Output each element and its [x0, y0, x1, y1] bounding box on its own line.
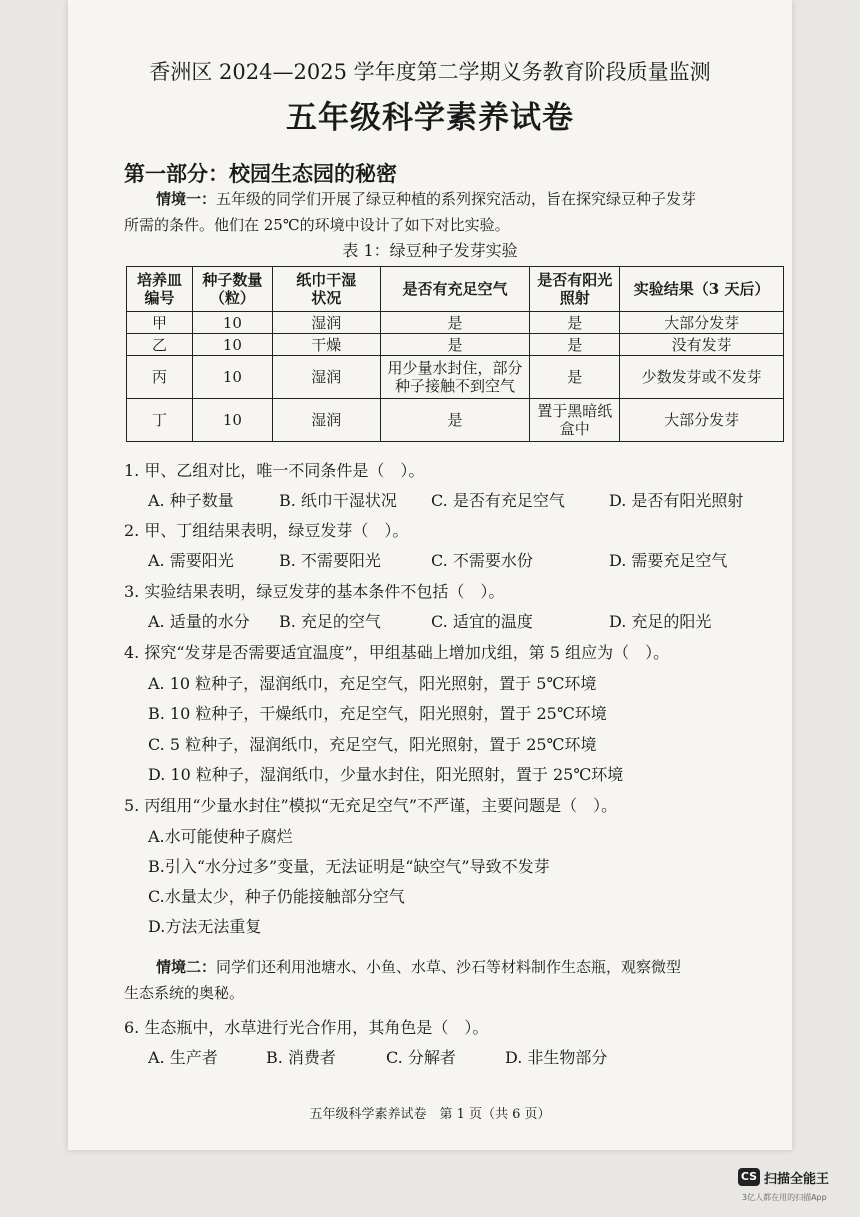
cell-seeds: 10 — [192, 312, 272, 334]
cell-towel: 湿润 — [272, 399, 380, 442]
table-row — [127, 356, 784, 399]
table-row — [127, 334, 784, 356]
question-2-stem: 2. 甲、丁组结果表明，绿豆发芽（ ）。 — [124, 521, 409, 540]
exam-title: 五年级科学素养试卷 — [286, 100, 574, 136]
question-2-option-a[interactable]: A. 需要阳光 — [148, 551, 234, 570]
question-6-option-d[interactable]: D. 非生物部分 — [505, 1048, 608, 1067]
cell-result: 没有发芽 — [620, 334, 784, 356]
question-1-option-b[interactable]: B. 纸巾干湿状况 — [279, 491, 397, 510]
cell-sun: 是 — [530, 356, 620, 399]
cell-dish: 丁 — [127, 399, 193, 442]
question-1-option-d[interactable]: D. 是否有阳光照射 — [609, 491, 744, 510]
camscanner-logo-icon: CS — [738, 1168, 760, 1186]
cell-air: 是 — [380, 334, 530, 356]
table-row — [127, 399, 784, 442]
question-2-option-b[interactable]: B. 不需要阳光 — [279, 551, 381, 570]
cell-towel: 干燥 — [272, 334, 380, 356]
scenario2-line2: 生态系统的奥秘。 — [124, 984, 245, 1002]
th-seeds: 种子数量 （粒） — [192, 267, 272, 312]
scenario2-label: 情境二： — [156, 958, 217, 976]
question-4-option-a[interactable]: A. 10 粒种子，湿润纸巾，充足空气，阳光照射，置于 5℃环境 — [148, 674, 597, 693]
scenario2-intro — [124, 954, 760, 1006]
question-4-option-b[interactable]: B. 10 粒种子，干燥纸巾，充足空气，阳光照射，置于 25℃环境 — [148, 704, 607, 723]
cell-towel: 湿润 — [272, 356, 380, 399]
th-result: 实验结果（3 天后） — [620, 267, 784, 312]
page-footer: 五年级科学素养试卷 第 1 页（共 6 页） — [309, 1107, 551, 1122]
exam-header-line1: 香洲区 2024—2025 学年度第二学期义务教育阶段质量监测 — [149, 60, 711, 84]
question-3-option-a[interactable]: A. 适量的水分 — [148, 612, 250, 631]
cell-dish: 丙 — [127, 356, 193, 399]
question-6-option-c[interactable]: C. 分解者 — [386, 1048, 456, 1067]
cell-seeds: 10 — [192, 399, 272, 442]
question-5-option-a[interactable]: A.水可能使种子腐烂 — [148, 827, 293, 846]
cell-sun: 置于黑暗纸 盒中 — [530, 399, 620, 442]
cell-result: 大部分发芽 — [620, 399, 784, 442]
th-air: 是否有充足空气 — [380, 267, 530, 312]
question-4-stem: 4. 探究“发芽是否需要适宜温度”，甲组基础上增加戊组，第 5 组应为（ ）。 — [124, 643, 670, 662]
question-3-stem: 3. 实验结果表明，绿豆发芽的基本条件不包括（ ）。 — [124, 582, 505, 601]
cell-air: 是 — [380, 399, 530, 442]
question-1-option-a[interactable]: A. 种子数量 — [148, 491, 234, 510]
germination-table — [126, 266, 784, 442]
question-4-option-d[interactable]: D. 10 粒种子，湿润纸巾，少量水封住，阳光照射，置于 25℃环境 — [148, 765, 624, 784]
cell-sun: 是 — [530, 312, 620, 334]
table-header-row — [127, 267, 784, 312]
watermark-tagline: 3亿人都在用的扫描App — [742, 1193, 827, 1202]
question-2-option-c[interactable]: C. 不需要水份 — [431, 551, 533, 570]
th-sun: 是否有阳光 照射 — [530, 267, 620, 312]
question-3-option-c[interactable]: C. 适宜的温度 — [431, 612, 533, 631]
question-5-stem: 5. 丙组用“少量水封住”模拟“无充足空气”不严谨，主要问题是（ ）。 — [124, 796, 618, 815]
cell-result: 少数发芽或不发芽 — [620, 356, 784, 399]
question-2-option-d[interactable]: D. 需要充足空气 — [609, 551, 728, 570]
scenario1-line2: 所需的条件。他们在 25℃的环境中设计了如下对比实验。 — [124, 216, 510, 234]
question-5-option-b[interactable]: B.引入“水分过多”变量，无法证明是“缺空气”导致不发芽 — [148, 857, 550, 876]
scenario1-line1: 五年级的同学们开展了绿豆种植的系列探究活动，旨在探究绿豆种子发芽 — [216, 190, 697, 208]
table-caption: 表 1：绿豆种子发芽实验 — [342, 241, 518, 260]
cell-result: 大部分发芽 — [620, 312, 784, 334]
cell-dish: 乙 — [127, 334, 193, 356]
th-towel: 纸巾干湿 状况 — [272, 267, 380, 312]
cell-towel: 湿润 — [272, 312, 380, 334]
scenario1-label: 情境一： — [156, 190, 217, 208]
table-row — [127, 312, 784, 334]
cell-air: 用少量水封住，部分 种子接触不到空气 — [380, 356, 530, 399]
th-dish: 培养皿 编号 — [127, 267, 193, 312]
cell-air: 是 — [380, 312, 530, 334]
cell-seeds: 10 — [192, 334, 272, 356]
cell-dish: 甲 — [127, 312, 193, 334]
question-3-option-b[interactable]: B. 充足的空气 — [279, 612, 381, 631]
watermark-name: 扫描全能王 — [764, 1172, 830, 1187]
question-1-stem: 1. 甲、乙组对比，唯一不同条件是（ ）。 — [124, 461, 425, 480]
scenario2-line1: 同学们还利用池塘水、小鱼、水草、沙石等材料制作生态瓶，观察微型 — [216, 958, 682, 976]
scenario1-intro — [124, 186, 760, 238]
question-6-option-a[interactable]: A. 生产者 — [148, 1048, 218, 1067]
question-3-option-d[interactable]: D. 充足的阳光 — [609, 612, 712, 631]
cell-sun: 是 — [530, 334, 620, 356]
question-5-option-d[interactable]: D.方法无法重复 — [148, 917, 262, 936]
part1-title: 第一部分：校园生态园的秘密 — [124, 161, 397, 186]
question-5-option-c[interactable]: C.水量太少，种子仍能接触部分空气 — [148, 887, 405, 906]
question-4-option-c[interactable]: C. 5 粒种子，湿润纸巾，充足空气，阳光照射，置于 25℃环境 — [148, 735, 597, 754]
question-1-option-c[interactable]: C. 是否有充足空气 — [431, 491, 565, 510]
question-6-stem: 6. 生态瓶中，水草进行光合作用，其角色是（ ）。 — [124, 1018, 489, 1037]
cell-seeds: 10 — [192, 356, 272, 399]
question-6-option-b[interactable]: B. 消费者 — [266, 1048, 336, 1067]
